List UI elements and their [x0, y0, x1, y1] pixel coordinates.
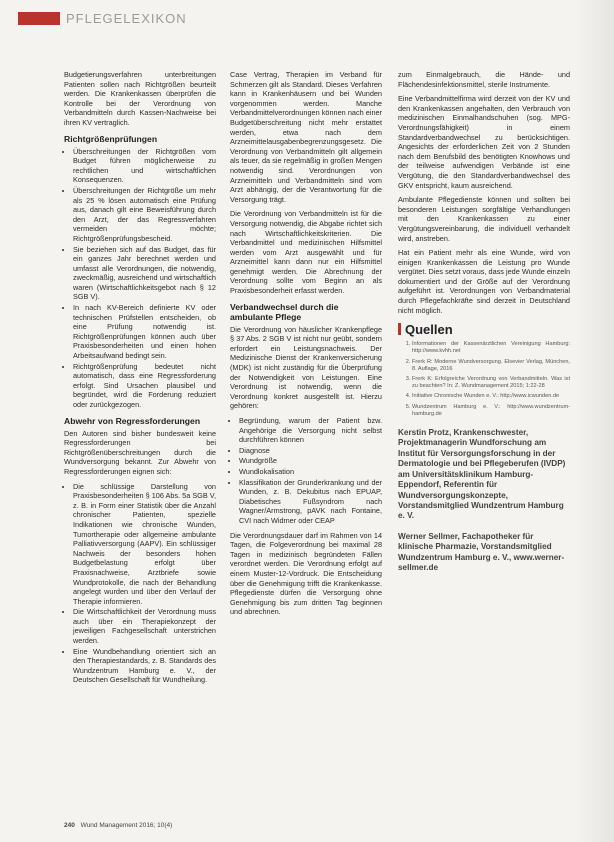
author-bio: Kerstin Protz, Krankenschwester, Projektmanagerin Wundforschung am Institut für Versorgungsforschung in der Dermatologie und bei Pflegeberufen (IVDP) am Universitätsklinikum Hamburg-Eppendorf, Referentin für Wundversorgungskonzepte, Vorstandsmitglied Wundzentrum Hamburg e. V. — [398, 428, 566, 521]
abwehr-list — [64, 482, 216, 685]
page-edge-shadow — [574, 0, 614, 842]
list-item: • Richtgrößenprüfung bedeutet nicht automatisch, dass eine Regressforderung erfolgt. Sind Ursachen plausibel und begründet, wird die Forderung reduziert oder zurückgezogen. — [73, 362, 216, 410]
list-item: • Wundgröße — [239, 456, 382, 466]
list-item: • Sie beziehen sich auf das Budget, das für ein ganzes Jahr berechnet werden und umfasst alle Verordnungen, die notwendig, zweckmäßig, ausreichend und wirtschaftlich waren (Wirtschaftlichkeitsgebot nach § 12 SGB V). — [73, 245, 216, 303]
reference-item: 4. Initiative Chronische Wunden e. V.: http://www.icwunden.de — [412, 393, 570, 400]
reference-item: 1. Informationen der Kassenärztlichen Vereinigung Hamburg: http://www.kvhh.net — [412, 341, 570, 355]
list-item: • Diagnose — [239, 446, 382, 456]
body-paragraph: Die Verordnungsdauer darf im Rahmen von 14 Tagen, die Folgeverordnung bei maximal 28 Tagen in medizinisch begründeten Fällen verordnet werden. Die Verordnung erfolgt auf einem Muster-12-Vordruck. Die Entscheidung über die Genehmigung trifft die Krankenkasse. Pflegedienste dürfen die Versorgung ohne Genehmigung bis zum dritten Tag beginnen und abrechnen. — [230, 530, 382, 617]
list-item: • Die schlüssige Darstellung von Praxisbesonderheiten § 106 Abs. 5a SGB V, z. B. in Form einer Statistik über die Anzahl chronischer Patienten, spezielle Indikationen wie chronische Wunden, Tumortherapie oder allgemeine ambulante Palliativversorgung (AAPV). Ein schlüssiger Nachweis der besonders hohen Budgetbelastung erfolgt über Praxisnachweise, Arztbriefe sowie Wundprotokolle, die nach der Behandlung angelegt wurden und über den Verlauf der Therapie informieren. — [73, 482, 216, 607]
heading-verbandwechsel: Verbandwechsel durch die ambulante Pflege — [230, 301, 339, 322]
list-item: • Die Wirtschaftlichkeit der Verordnung muss auch über ein Therapiekonzept der jeweiligen Fachgesellschaft unterstrichen werden. — [73, 607, 216, 645]
column-left — [64, 70, 216, 690]
body-paragraph: Case Vertrag, Therapien im Verband für Schmerzen gilt als Standard. Dieses Verfahren kann in Krankenhäusern und bei Wunden vorgenommen werden. Manche Verbandmittelverordnungen können nach einer Budgetüberschreitung nicht mehr erstattet werden, etwa nach dem Arzneimittelausgabenbegrenzungsgesetz. Die Verordnung von Verbandmitteln gilt allgemein als teuer, da sie regelmäßig in großen Mengen notwendig sind. Verordnungen von Arzneimitteln und Verbandmitteln sind vom Arzt abhängig, der die Verantwortung für die Versorgung trägt. — [230, 70, 382, 204]
list-item: • Überschreitungen der Richtgröße um mehr als 25 % lösen automatisch eine Prüfung aus, danach gilt eine Beweisführung durch den Arzt, der das Regressverfahren vermeiden möchte; Richtgrößenprüfungsbescheid. — [73, 186, 216, 244]
body-paragraph: Eine Verbandmittelfirma wird derzeit von der KV und den Krankenkassen angehalten, den Verbrauch von medizinischen Einmalhandschuhen (sog. MPG-Verordnungsfähigkeit) in einem Standardverbandwechsel zu berücksichtigen. Angesichts der erforderlichen Zeit von 2 Stunden nach dem Berufsbild des benötigten Knowhows und der teilweise aufwendigen Verbände ist eine Vergütung, die den Standardverbandwechsel des GKV entspricht, kaum ausreichend. — [398, 94, 570, 190]
list-item: • Überschreitungen der Richtgrößen vom Budget führen möglicherweise zu rechtlichen und wirtschaftlichen Konsequenzen. — [73, 147, 216, 185]
abwehr-paragraph: Den Autoren sind bisher bundesweit keine Regressforderungen bei Richtgrößenüberschreitungen durch die Wundversorgung bekannt. Zur Abwehr von Regressforderungen eignen sich: — [64, 428, 216, 476]
richtgroessen-list — [64, 147, 216, 410]
section-title: PFLEGELEXIKON — [66, 11, 187, 26]
reference-item: 2. Frerk R: Moderne Wundversorgung. Elsevier Verlag, München, 8. Auflage, 2016 — [412, 359, 570, 373]
page-footer — [64, 822, 172, 829]
section-color-bar — [18, 12, 60, 25]
column-right — [398, 70, 570, 583]
heading-abwehr: Abwehr von Regressforderungen — [64, 415, 201, 426]
list-item: • In nach KV-Bereich definierte KV oder technischen Prüfstellen entscheiden, ob eine Prüfung notwendig ist. Richtgrößenprüfungen können auch über Praxisbesonderheiten und einen hohen Arbeitsaufwand bedingt sein. — [73, 303, 216, 361]
heading-richtgroessen: Richtgrößenprüfungen — [64, 133, 158, 144]
body-paragraph: Die Verordnung von Verbandmitteln ist für die Versorgung notwendig, die Abgabe richtet sich nach Wirtschaftlichkeitskriterien. Die Verbandmittel und medizinischen Hilfsmittel werden vom Arzt ausgewählt und für Arzneimittel kann dann nur ein Hilfsmittel genehmigt werden. Die Abrechnung der Verordnung sollte vom Beginn an als Praxisbesonderheit erfasst werden. — [230, 209, 382, 296]
heading-accent-bar — [398, 323, 401, 335]
reference-item: 5. Wundzentrum Hamburg e. V.: http://www.wundzentrum-hamburg.de — [412, 404, 570, 418]
reference-item: 3. Frerk K: Erfolgreiche Verordnung von Verbandmitteln. Was ist zu beachten? In: Z. Wundmanagement 2015; 1:22-28 — [412, 376, 570, 390]
list-item: • Eine Wundbehandlung orientiert sich an den Therapiestandards, z. B. Standards des Wundzentrum Hamburg e. V., der Deutschen Gesellschaft für Wundheilung. — [73, 647, 216, 685]
body-paragraph: Die Verordnung von häuslicher Krankenpflege § 37 Abs. 2 SGB V ist nicht nur geübt, sondern erfordert ein Leistungsnachweis. Der Medizinische Dienst der Krankenversicherung (MDK) ist nicht zuständig für die Überprüfung der Notwendigkeit von Leistungen. Eine Verordnung ist notwendig, wenn die Verordnung konkret ausgestellt ist. Hierzu gehören: — [230, 324, 382, 411]
list-item: • Begründung, warum der Patient bzw. Angehörige die Versorgung nicht selbst durchführen können — [239, 416, 382, 445]
list-item: • Wundlokalisation — [239, 467, 382, 477]
sources-heading-text: Quellen — [405, 322, 453, 338]
body-paragraph: zum Einmalgebrauch, die Hände- und Flächendesinfektionsmittel, sterile Instrumente. — [398, 70, 570, 89]
references-list — [398, 341, 570, 418]
author-bio: Werner Sellmer, Fachapotheker für klinische Pharmazie, Vorstandsmitglied Wundzentrum Hamburg e. V., www.werner-sellmer.de — [398, 531, 565, 572]
journal-name: Wund Management 2016; 10(4) — [80, 822, 173, 829]
intro-paragraph: Budgetierungsverfahren unterbreitungen Patienten sollen nach Richtgrößen beurteilt werden. Die Krankenkassen überprüfen die Kontrolle bei der Verordnung von Verbandmitteln durch Kassen-Nachweise bei ihren KV vertraglich. — [64, 70, 216, 127]
column-middle — [230, 70, 382, 622]
verordnung-list — [230, 416, 382, 526]
body-paragraph: Hat ein Patient mehr als eine Wunde, wird von einigen Krankenkassen die Leistung pro Wunde vergütet. Dies setzt voraus, dass jede Wunde einzeln dokumentiert und der Größe auf der Verordnung aufgeführt ist. Verordnungen von Verbandmaterial durch Pflegefachkräfte sind derzeit in Deutschland nicht möglich. — [398, 248, 570, 315]
body-paragraph: Ambulante Pflegedienste können und sollten bei besonderen Leistungen sorgfältige Verhandlungen mit den Krankenkassen zu einer Vergütungsvereinbarung, die individuell verhandelt wird, anstreben. — [398, 195, 570, 243]
list-item: • Klassifikation der Grunderkrankung und der Wunden, z. B. Dekubitus nach EPUAP, Diabetisches Fußsyndrom nach Wagner/Armstrong, pAVK nach Fontaine, CVI nach Widmer oder CEAP — [239, 478, 382, 526]
page-number: 240 — [64, 822, 75, 829]
sources-heading — [398, 322, 570, 338]
